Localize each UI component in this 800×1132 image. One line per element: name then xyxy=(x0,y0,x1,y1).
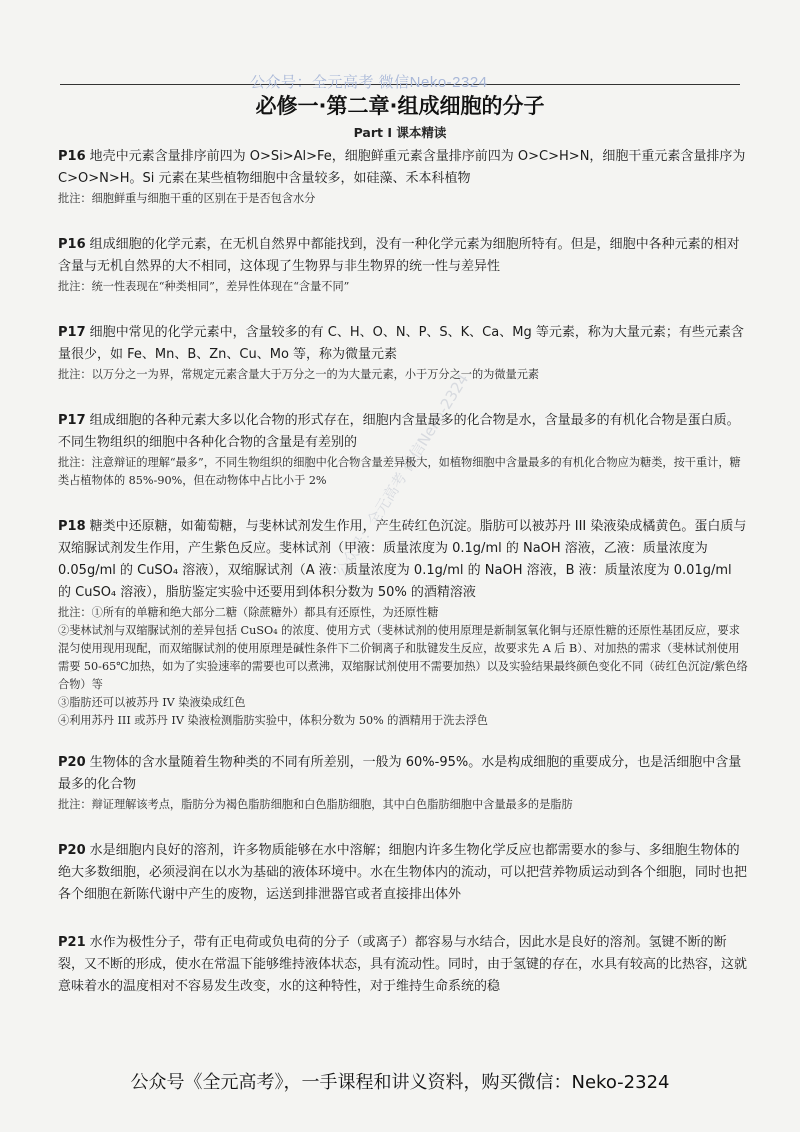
annotation-note: 批注：统一性表现在“种类相同”，差异性体现在“含量不同” xyxy=(58,280,350,293)
footer-promo: 公众号《全元高考》，一手课程和讲义资料，购买微信：Neko-2324 xyxy=(130,1072,670,1093)
entry-paragraph xyxy=(58,146,748,190)
page-ref: P17 xyxy=(58,325,86,340)
entry-paragraph xyxy=(58,516,748,604)
entry-paragraph xyxy=(58,234,748,278)
entry-paragraph xyxy=(58,752,748,796)
entry-text: 生物体的含水量随着生物种类的不同有所差别，一般为 60%-95%。水是构成细胞的重要成分，也是活细胞中含量最多的化合物 xyxy=(58,755,742,792)
entry xyxy=(58,932,748,998)
page-title: 必修一·第二章·组成细胞的分子 xyxy=(255,94,545,118)
entry-text: 细胞中常见的化学元素中，含量较多的有 C、H、O、N、P、S、K、Ca、Mg 等元素，称为大量元素；有些元素含量很少，如 Fe、Mn、B、Zn、Cu、Mo 等，称为微量元素 xyxy=(58,325,744,362)
entry-paragraph xyxy=(58,840,748,906)
entry-text: 组成细胞的化学元素，在无机自然界中都能找到，没有一种化学元素为细胞所特有。但是，细胞中各种元素的相对含量与无机自然界的大不相同，这体现了生物界与非生物界的统一性与差异性 xyxy=(58,237,740,274)
annotation-note: 批注：辩证理解该考点，脂肪分为褐色脂肪细胞和白色脂肪细胞，其中白色脂肪细胞中含量最多的是脂肪 xyxy=(58,798,573,811)
annotation-note: ②斐林试剂与双缩脲试剂的差异包括 CuSO₄ 的浓度、使用方式（斐林试剂的使用原理是新制氢氧化铜与还原性糖的还原性基团反应，要求混匀使用现用现配，而双缩脲试剂的使用原理是碱性条件下二价铜离子和肽键发生反应，故要求先 A 后 B）、对加热的需求（斐林试剂使用需要 50-65℃加热，如为了实验速率的需要也可以煮沸，双缩脲试剂使用不需要加热）以及实验结果最终颜色变化不同（砖红色沉淀/紫色络合物）等 xyxy=(58,624,748,691)
entry-paragraph xyxy=(58,322,748,366)
page-ref: P18 xyxy=(58,519,86,534)
annotation-note: ③脂肪还可以被苏丹 IV 染液染成红色 xyxy=(58,696,246,709)
annotation-note: 批注：①所有的单糖和绝大部分二糖（除蔗糖外）都具有还原性，为还原性糖 xyxy=(58,606,439,619)
entry-text: 地壳中元素含量排序前四为 O>Si>Al>Fe，细胞鲜重元素含量排序前四为 O>C>H>N，细胞干重元素含量排序为 C>O>N>H。Si 元素在某些植物细胞中含量较多，如硅藻、禾本科植物 xyxy=(58,149,746,186)
entry-text: 糖类中还原糖，如葡萄糖，与斐林试剂发生作用，产生砖红色沉淀。脂肪可以被苏丹 III 染液染成橘黄色。蛋白质与双缩脲试剂发生作用，产生紫色反应。斐林试剂（甲液：质量浓度为 0.1g/ml 的 NaOH 溶液，乙液：质量浓度为 0.05g/ml 的 CuSO₄ 溶液），双缩脲试剂（A 液：质量浓度为 0.1g/ml 的 NaOH 溶液，B 液：质量浓度为 0.01g/ml 的 CuSO₄ 溶液），脂肪鉴定实验中还要用到体积分数为 50% 的酒精溶液 xyxy=(58,519,747,600)
entry xyxy=(58,516,748,730)
watermark-diagonal: 公众号：全元高考 微信Neko-2324 xyxy=(331,370,473,581)
page-ref: P21 xyxy=(58,935,86,950)
entry-text: 水是细胞内良好的溶剂，许多物质能够在水中溶解；细胞内许多生物化学反应也都需要水的参与、多细胞生物体的绝大多数细胞，必须浸润在以水为基础的液体环境中。水在生物体内的流动，可以把营养物质运动到各个细胞，同时也把各个细胞在新陈代谢中产生的废物，运送到排泄器官或者直接排出体外 xyxy=(58,843,748,902)
watermark-top: 公众号：全元高考 微信Neko-2324 xyxy=(250,74,488,91)
content-body xyxy=(58,146,748,1024)
page-ref: P17 xyxy=(58,413,86,428)
entry xyxy=(58,234,748,296)
page-ref: P16 xyxy=(58,149,86,164)
annotation-note: 批注：注意辩证的理解“最多”，不同生物组织的细胞中化合物含量差异极大，如植物细胞中含量最多的有机化合物应为糖类，按干重计，糖类占植物体的 85%-90%，但在动物体中占比小于 2% xyxy=(58,456,741,487)
entry xyxy=(58,146,748,208)
entry-paragraph xyxy=(58,410,748,454)
annotation-note: ④利用苏丹 III 或苏丹 IV 染液检测脂肪实验中，体积分数为 50% 的酒精用于洗去浮色 xyxy=(58,714,488,727)
entry xyxy=(58,410,748,490)
entry xyxy=(58,322,748,384)
page-ref: P20 xyxy=(58,755,86,770)
annotation-note: 批注：细胞鲜重与细胞干重的区别在于是否包含水分 xyxy=(58,192,316,205)
annotation-note: 批注：以万分之一为界，常规定元素含量大于万分之一的为大量元素，小于万分之一的为微量元素 xyxy=(58,368,540,381)
entry xyxy=(58,752,748,814)
entry-text: 水作为极性分子，带有正电荷或负电荷的分子（或离子）都容易与水结合，因此水是良好的溶剂。氢键不断的断裂，又不断的形成，使水在常温下能够维持液体状态，具有流动性。同时，由于氢键的存在，水具有较高的比热容，这就意味着水的温度相对不容易发生改变，水的这种特性，对于维持生命系统的稳 xyxy=(58,935,748,994)
section-subtitle: Part I 课本精读 xyxy=(353,125,447,140)
entry xyxy=(58,840,748,906)
page-ref: P20 xyxy=(58,843,86,858)
page-ref: P16 xyxy=(58,237,86,252)
entry-text: 组成细胞的各种元素大多以化合物的形式存在，细胞内含量最多的化合物是水，含量最多的有机化合物是蛋白质。不同生物组织的细胞中各种化合物的含量是有差别的 xyxy=(58,413,740,450)
entry-paragraph xyxy=(58,932,748,998)
